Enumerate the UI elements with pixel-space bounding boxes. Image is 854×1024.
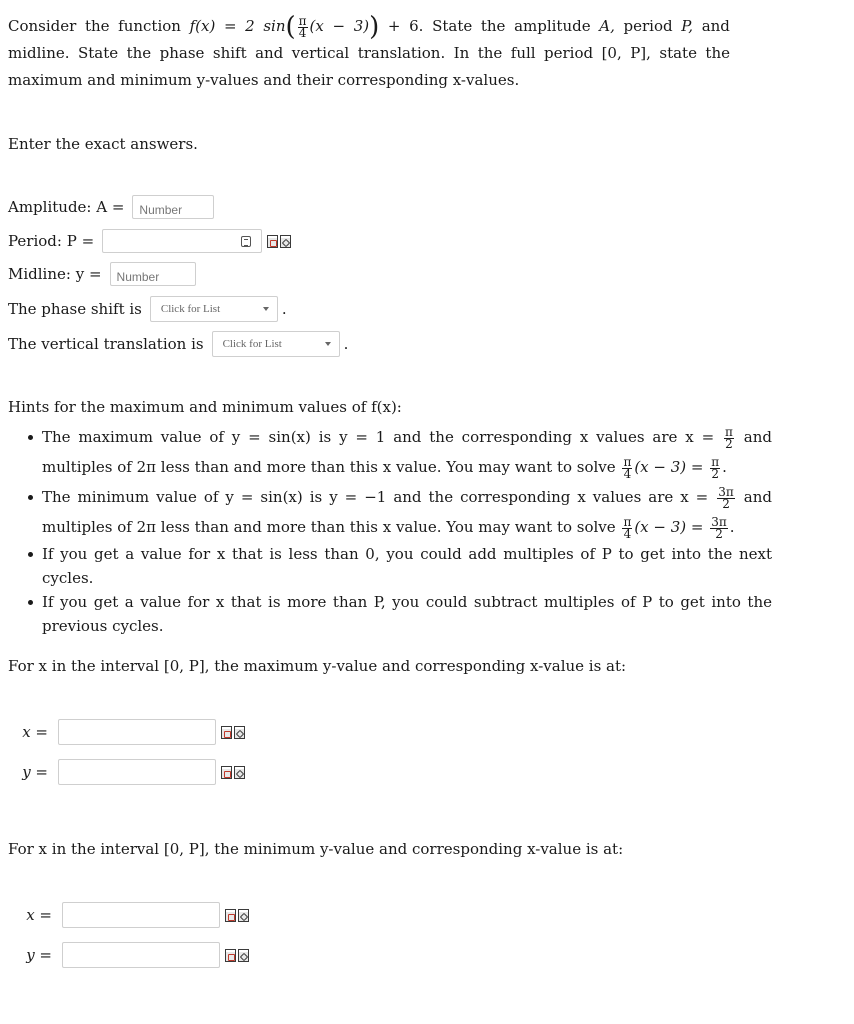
max-x-input[interactable]: [58, 719, 216, 745]
help-icon[interactable]: [280, 235, 291, 248]
min-prompt: For x in the interval [0, P], the minimum y-value and corresponding x-value is at:: [8, 840, 624, 858]
period-input[interactable]: [102, 229, 262, 253]
min-x-label: x =: [26, 906, 52, 924]
min-x-row: [8, 902, 249, 928]
period-label: Period: P =: [8, 232, 95, 250]
amplitude-row: [8, 195, 214, 219]
vertical-translation-label: The vertical translation is: [8, 335, 204, 353]
preview-icon[interactable]: [225, 949, 236, 962]
max-y-input[interactable]: [58, 759, 216, 785]
help-icon[interactable]: [234, 726, 245, 739]
vertical-translation-select[interactable]: Click for List: [212, 331, 340, 357]
help-icon[interactable]: [238, 949, 249, 962]
hints-list: [0, 422, 772, 638]
hints-heading: Hints for the maximum and minimum values of f(x):: [8, 398, 402, 416]
phase-shift-label: The phase shift is: [8, 300, 142, 318]
max-x-label: x =: [22, 723, 48, 741]
hint-item: The maximum value of y = sin(x) is y = 1 and the corresponding x values are x = $\frac{\pi}{2}$ and multiples of 2π less than and more than this x value. You may want to solve $\frac{\pi}{4}$ (x − 3) = $\frac{\pi}{2}$ .: [42, 422, 772, 482]
max-y-row: [4, 759, 245, 785]
min-x-input[interactable]: [62, 902, 220, 928]
help-icon[interactable]: [238, 909, 249, 922]
min-y-row: [8, 942, 249, 968]
min-y-input[interactable]: [62, 942, 220, 968]
min-y-label: y =: [26, 946, 52, 964]
hint-item: The minimum value of y = sin(x) is y = −1 and the corresponding x values are x = $\frac{3\pi}{2}$ and multiples of 2π less than and more than this x value. You may want to solve $\frac{\pi}{4}$ (x − 3) = $\frac{3\pi}{2}$ .: [42, 482, 772, 542]
question-text: Consider the function f(x) = 2 sin( $\frac{\pi}{4}$ (x − 3)) + 6. State the amplitude A, period P, and midline. State the phase shift and vertical translation. In the full period [0, P], state the maximum and minimum y-values and their corresponding x-values.: [8, 12, 730, 89]
midline-input[interactable]: Number: [110, 262, 196, 286]
chevron-down-icon: [263, 307, 269, 311]
amplitude-input[interactable]: Number: [132, 195, 214, 219]
keyboard-icon[interactable]: [241, 236, 251, 247]
pi-over-4-fraction: $\frac{\pi}{4}$: [298, 13, 307, 40]
phase-shift-select[interactable]: Click for List: [150, 296, 278, 322]
vertical-translation-row: The vertical translation is Click for List .: [8, 331, 348, 357]
phase-shift-row: The phase shift is Click for List .: [8, 296, 287, 322]
midline-row: [8, 262, 196, 286]
hint-item: If you get a value for x that is less than 0, you could add multiples of P to get into the next cycles.: [42, 542, 772, 590]
help-icon[interactable]: [234, 766, 245, 779]
chevron-down-icon: [325, 342, 331, 346]
amplitude-label: Amplitude: A =: [8, 198, 125, 216]
midline-label: Midline: y =: [8, 265, 102, 283]
max-x-row: [4, 719, 245, 745]
max-y-label: y =: [22, 763, 48, 781]
preview-icon[interactable]: [221, 766, 232, 779]
hint-item: If you get a value for x that is more than P, you could subtract multiples of P to get into the previous cycles.: [42, 590, 772, 638]
preview-icon[interactable]: [221, 726, 232, 739]
preview-icon[interactable]: [225, 909, 236, 922]
period-row: [8, 229, 291, 253]
preview-icon[interactable]: [267, 235, 278, 248]
instruction-text: Enter the exact answers.: [8, 135, 198, 153]
max-prompt: For x in the interval [0, P], the maximum y-value and corresponding x-value is at:: [8, 657, 627, 675]
